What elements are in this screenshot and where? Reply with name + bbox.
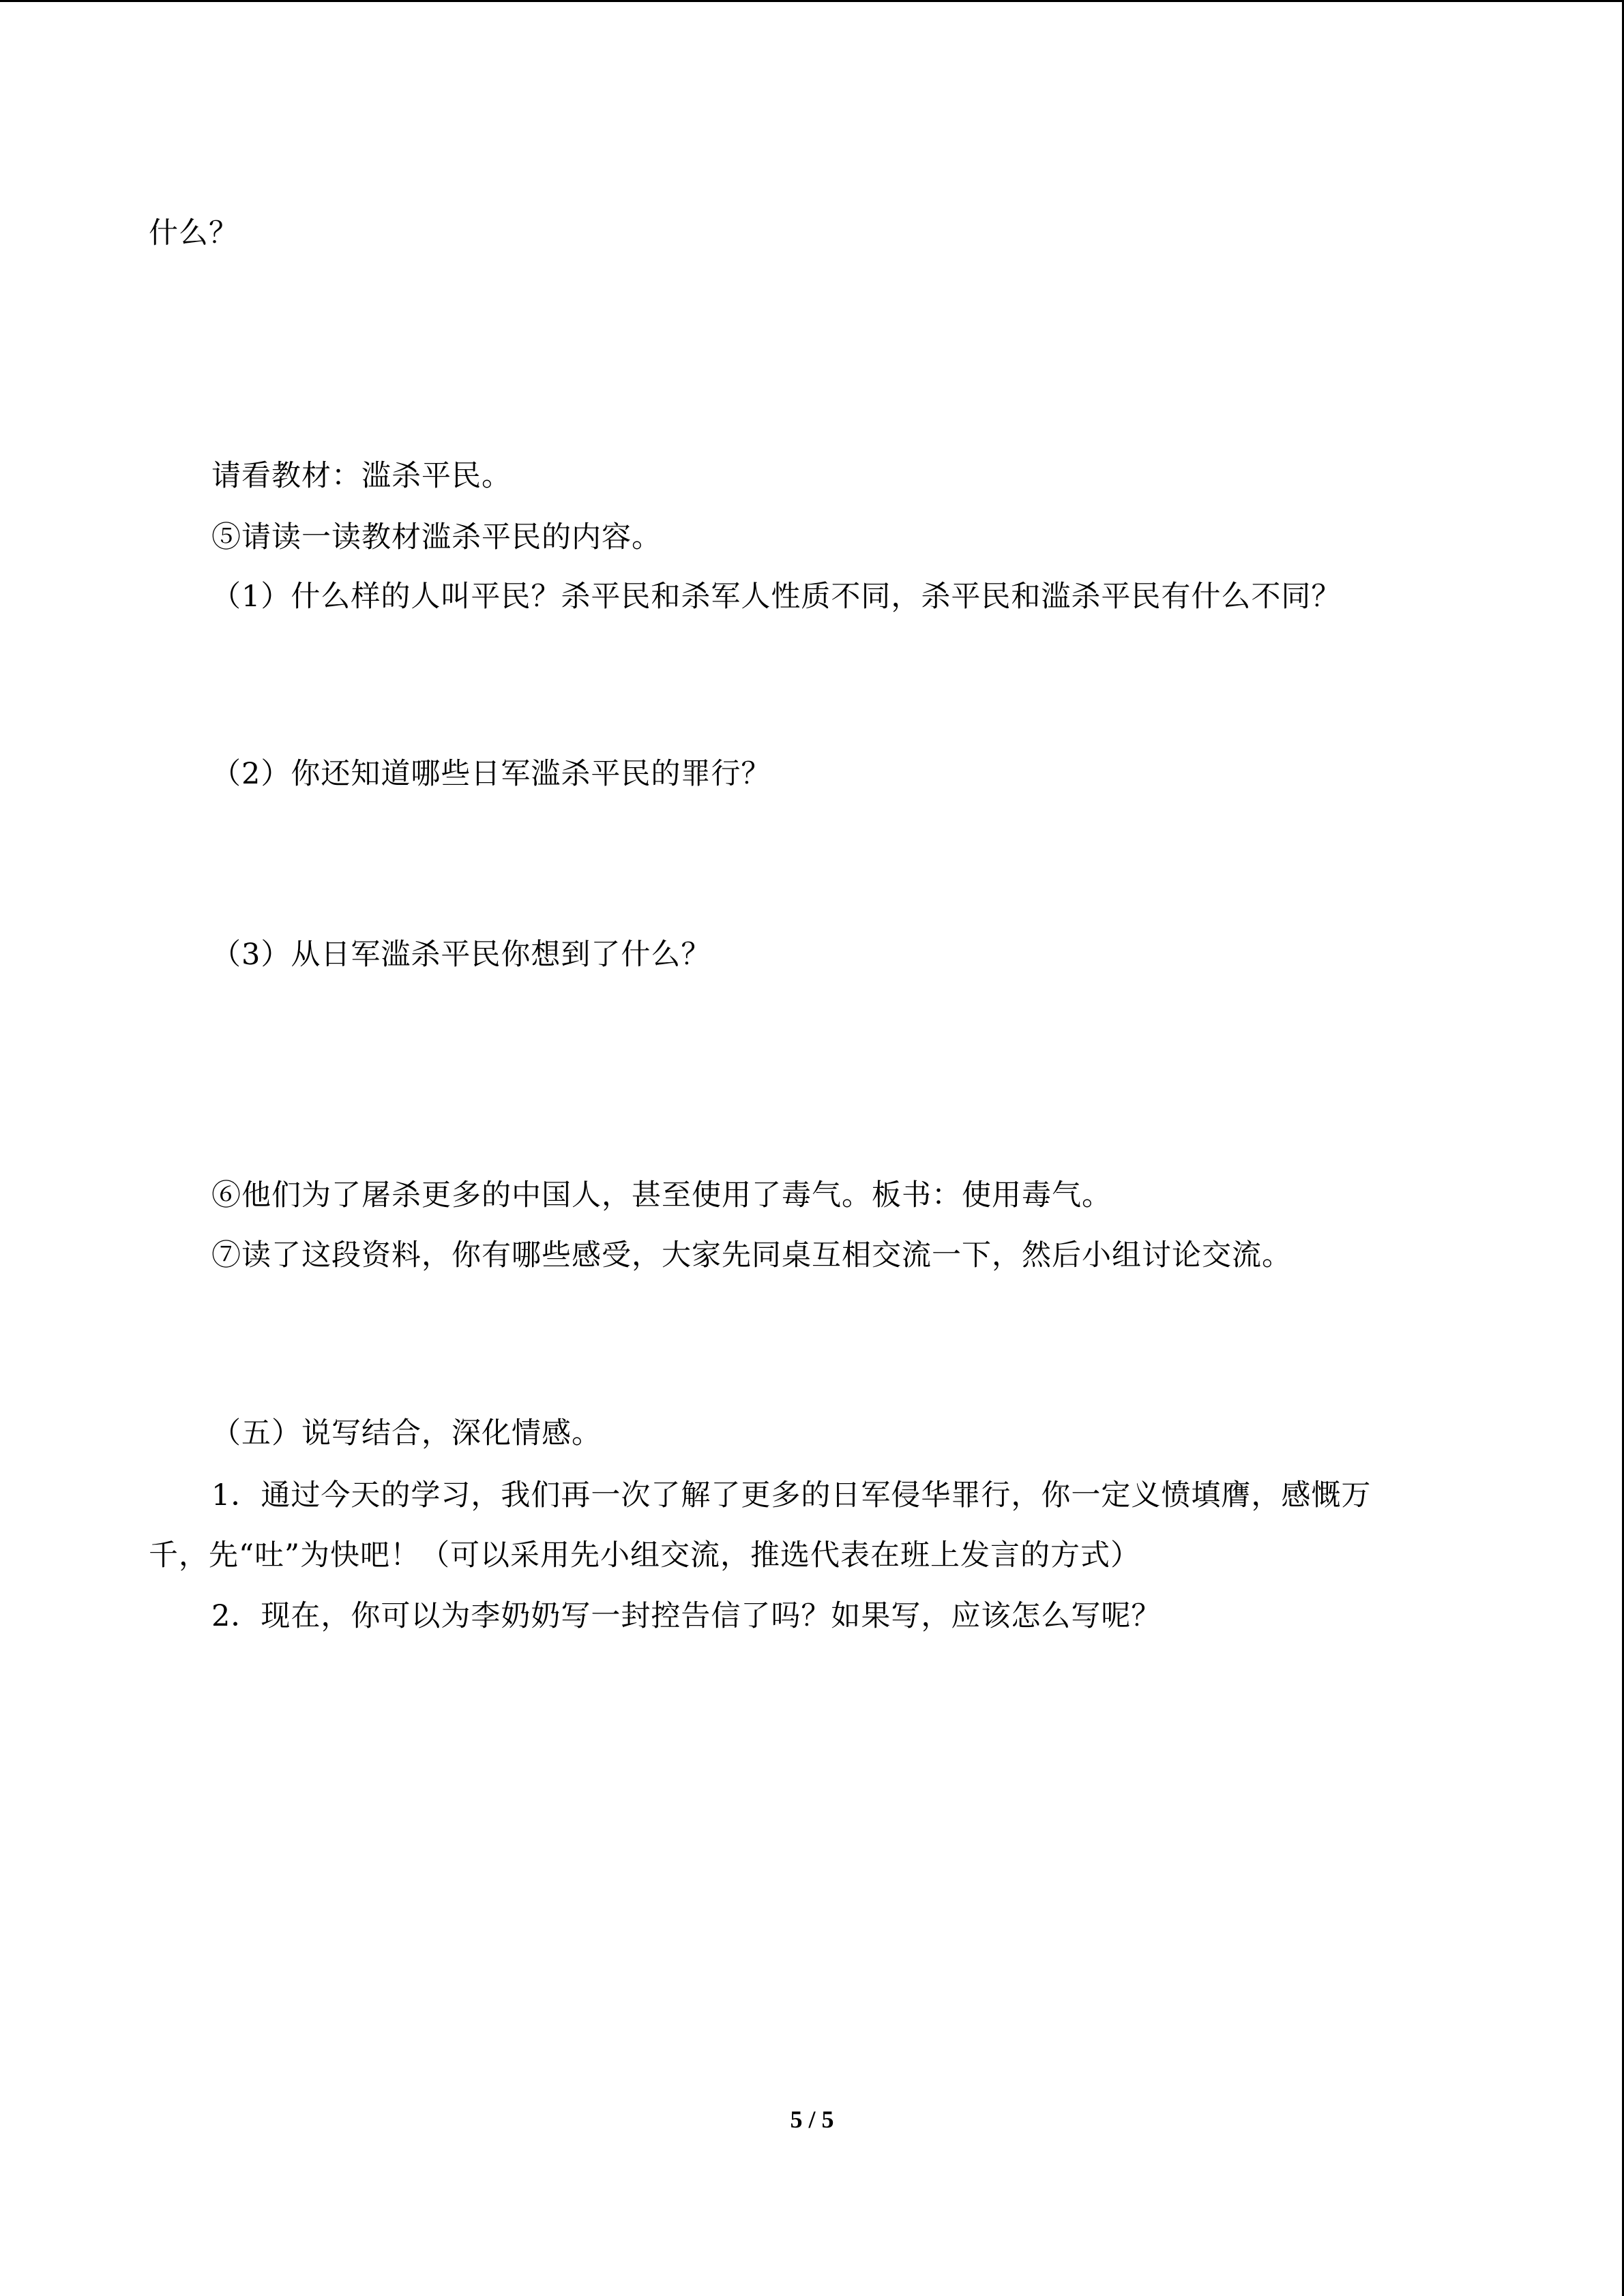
text-line-step-7: ⑦读了这段资料，你有哪些感受，大家先同桌互相交流一下，然后小组讨论交流。 xyxy=(211,1238,1292,1272)
item-1-line-1: 1．通过今天的学习，我们再一次了解了更多的日军侵华罪行，你一定义愤填膺，感慨万 xyxy=(211,1478,1372,1512)
question-3: （3）从日军滥杀平民你想到了什么？ xyxy=(211,938,711,972)
question-1: （1）什么样的人叫平民？杀平民和杀军人性质不同，杀平民和滥杀平民有什么不同？ xyxy=(211,580,1342,614)
question-2: （2）你还知道哪些日军滥杀平民的罪行？ xyxy=(211,757,771,791)
page-number: 5 / 5 xyxy=(790,2106,834,2133)
text-line-step-5: ⑤请读一读教材滥杀平民的内容。 xyxy=(211,520,662,554)
text-line-read-textbook: 请看教材：滥杀平民。 xyxy=(211,459,512,493)
text-line-step-6: ⑥他们为了屠杀更多的中国人，甚至使用了毒气。板书：使用毒气。 xyxy=(211,1178,1112,1212)
item-1-line-2: 千，先“吐”为快吧！（可以采用先小组交流，推选代表在班上发言的方式） xyxy=(149,1538,1140,1572)
text-line-continuation: 什么？ xyxy=(149,216,239,250)
item-2: 2．现在，你可以为李奶奶写一封控告信了吗？如果写，应该怎么写呢？ xyxy=(211,1599,1162,1633)
section-heading-5: （五）说写结合，深化情感。 xyxy=(211,1416,602,1450)
